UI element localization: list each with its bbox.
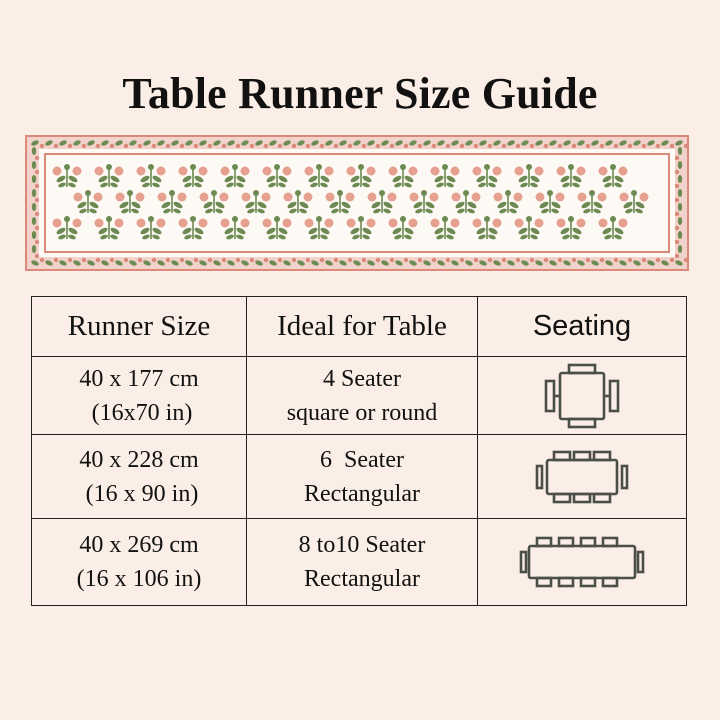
- ideal-table-cell: [247, 519, 478, 606]
- ideal-table-cell: [247, 357, 478, 435]
- size-cm: 40 x 269 cm: [79, 532, 199, 558]
- table-row: [32, 519, 687, 606]
- square-table-4-seats-icon: [542, 363, 622, 429]
- seating-cell: [478, 357, 687, 435]
- table-shape: square or round: [286, 399, 438, 426]
- size-in: (16x70 in): [85, 399, 193, 426]
- rect-table-10-seats-icon: [519, 534, 645, 590]
- size-cm: 40 x 177 cm: [79, 365, 199, 392]
- runner-size-cell: [32, 435, 247, 519]
- header-runner-size: Runner Size: [32, 297, 247, 357]
- table-header-row: [32, 297, 687, 357]
- page-title: Table Runner Size Guide: [122, 69, 598, 118]
- ideal-table-cell: [247, 435, 478, 519]
- seating-cell: [478, 519, 687, 606]
- size-guide-table: [31, 296, 687, 606]
- table-shape: Rectangular: [304, 566, 420, 592]
- table-seats: 6 Seater: [320, 446, 404, 473]
- table-seats: 4 Seater: [323, 365, 401, 392]
- seating-cell: [478, 435, 687, 519]
- runner-size-cell: [32, 519, 247, 606]
- table-row: [32, 435, 687, 519]
- table-row: [32, 357, 687, 435]
- table-shape: Rectangular: [304, 480, 420, 507]
- header-seating: Seating: [478, 297, 687, 357]
- runner-size-cell: [32, 357, 247, 435]
- size-cm: 40 x 228 cm: [79, 446, 199, 473]
- size-in: (16 x 106 in): [76, 566, 202, 592]
- size-in: (16 x 90 in): [79, 480, 199, 507]
- rect-table-6-seats-icon: [535, 449, 629, 505]
- table-seats: 8 to10 Seater: [298, 532, 426, 558]
- table-runner-image: [25, 135, 689, 271]
- header-ideal-for-table: Ideal for Table: [247, 297, 478, 357]
